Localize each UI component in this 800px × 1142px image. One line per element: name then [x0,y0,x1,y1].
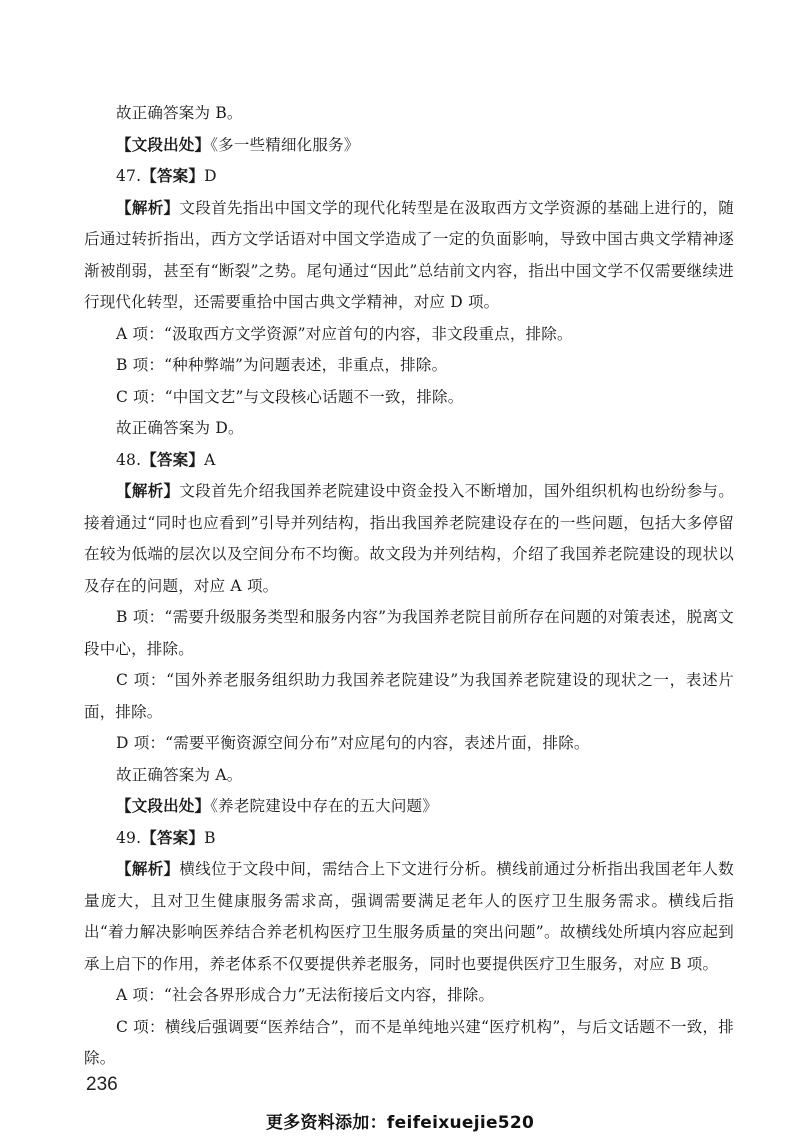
question-number: 48. [116,450,142,469]
paragraph [84,161,734,193]
paragraph [84,728,734,760]
paragraph-text: 横线位于文段中间，需结合上下文进行分析。横线前通过分析指出我国老年人数量庞大，且对卫生健康服务需求高，强调需要满足老年人的医疗卫生服务需求。横线后指出“着力解决影响医养结合养老机构医疗卫生服务质量的突出问题”。故横线处所填内容应起到承上启下的作用，养老体系不仅要提供养老服务，同时也要提供医疗卫生服务，对应 B 项。 [84,860,734,973]
paragraph-text: B 项：“需要升级服务类型和服务内容”为我国养老院目前所存在问题的对策表述，脱离文段中心，排除。 [84,608,734,658]
section-label: 【解析】 [116,860,180,878]
paragraph-text: D 项：“需要平衡资源空间分布”对应尾句的内容，表述片面，排除。 [116,734,590,752]
paragraph [84,823,734,855]
section-label: 【解析】 [116,198,180,217]
paragraph [84,382,734,414]
paragraph-text: B [204,828,216,847]
paragraph-text: C 项：横线后强调要“医养结合”，而不是单纯地兴建“医疗机构”，与后文话题不一致，排除。 [84,1017,734,1067]
section-label: 【答案】 [141,828,205,847]
section-label: 【解析】 [116,482,180,500]
paragraph [84,445,734,477]
paragraph [84,98,734,130]
paragraph-text: 《养老院建设中存在的五大问题》 [210,797,438,815]
paragraph [84,193,734,319]
paragraph [84,602,734,665]
section-label: 【文段出处】 [116,135,211,154]
question-number: 49. [116,828,142,847]
paragraph-text: C 项：“国外养老服务组织助力我国养老院建设”为我国养老院建设的现状之一，表述片面，排除。 [84,671,734,721]
paragraph-text: D [204,167,217,185]
paragraph [84,760,734,792]
section-label: 【文段出处】 [116,797,211,815]
paragraph [84,130,734,162]
paragraph-text: 文段首先指出中国文学的现代化转型是在汲取西方文学资源的基础上进行的，随后通过转折指出，西方文学话语对中国文学造成了一定的负面影响，导致中国古典文学精神逐渐被削弱，甚至有“断裂”之势。尾句通过“因此”总结前文内容，指出中国文学不仅需要继续进行现代化转型，还需要重拾中国古典文学精神，对应 D 项。 [84,198,734,311]
paragraph-text: A [204,450,216,469]
paragraph-text: A 项：“汲取西方文学资源”对应首句的内容，非文段重点，排除。 [116,324,573,343]
paragraph-text: 故正确答案为 D。 [116,419,244,437]
paragraph-text: C 项：“中国文艺”与文段核心话题不一致，排除。 [116,387,464,406]
section-label: 【答案】 [141,450,205,469]
paragraph [84,665,734,728]
paragraph [84,476,734,602]
page-number: 236 [86,1074,118,1095]
paragraph-text: 故正确答案为 A。 [116,765,243,784]
paragraph [84,350,734,382]
paragraph-text: A 项：“社会各界形成合力”无法衔接后文内容，排除。 [116,986,495,1004]
question-number: 47. [116,167,142,185]
footer-note: 更多资料添加：feifeixuejie520 [265,1113,535,1133]
section-label: 【答案】 [141,167,205,185]
paragraph [84,980,734,1012]
paragraph-text: 故正确答案为 B。 [116,104,243,122]
paragraph [84,319,734,351]
paragraph [84,854,734,980]
paragraph [84,413,734,445]
paragraph [84,1012,734,1075]
paragraph-text: 文段首先介绍我国养老院建设中资金投入不断增加，国外组织机构也纷纷参与。接着通过“同时也应看到”引导并列结构，指出我国养老院建设存在的一些问题，包括大多停留在较为低端的层次以及空间分布不均衡。故文段为并列结构，介绍了我国养老院建设的现状以及存在的问题，对应 A 项。 [84,482,734,595]
paragraph [84,791,734,823]
paragraph-text: 《多一些精细化服务》 [210,135,360,154]
paragraph-text: B 项：“种种弊端”为问题表述，非重点，排除。 [116,356,448,374]
page-content [84,98,734,1075]
